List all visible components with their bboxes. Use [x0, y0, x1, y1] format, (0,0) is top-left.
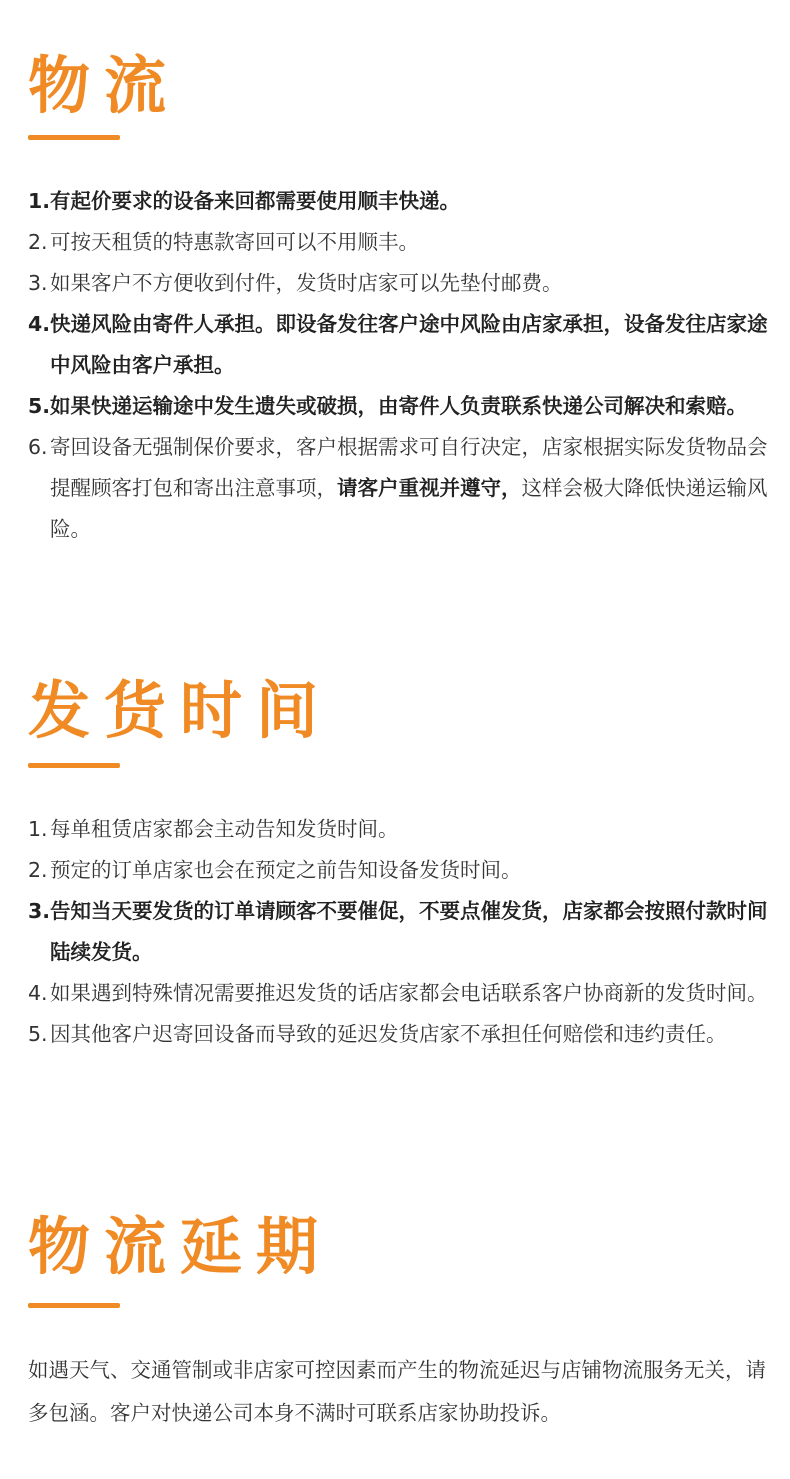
title-underline: [28, 135, 120, 140]
list-item: 2. 可按天租赁的特惠款寄回可以不用顺丰。: [28, 230, 419, 254]
list-item: 3. 如果客户不方便收到付件，发货时店家可以先垫付邮费。: [28, 271, 563, 295]
list-item: 2. 预定的订单店家也会在预定之前告知设备发货时间。: [28, 858, 522, 882]
shipping-time-list: [28, 809, 768, 1055]
logistics-list: [28, 181, 768, 550]
list-item: 3. 告知当天要发货的订单请顾客不要催促，不要点催发货，店家都会按照付款时间陆续发货。: [28, 899, 768, 964]
delay-paragraph: 如遇天气、交通管制或非店家可控因素而产生的物流延迟与店铺物流服务无关，请多包涵。客户对快递公司本身不满时可联系店家协助投诉。: [28, 1358, 766, 1425]
list-item: 1. 有起价要求的设备来回都需要使用顺丰快递。: [28, 189, 460, 213]
section-title-shipping-time: 发货时间: [28, 674, 333, 747]
title-underline: [28, 763, 120, 768]
list-item: 5. 因其他客户迟寄回设备而导致的延迟发货店家不承担任何赔偿和违约责任。: [28, 1022, 727, 1046]
list-item: 4. 快递风险由寄件人承担。即设备发往客户途中风险由店家承担，设备发往店家途中风险由客户承担。: [28, 312, 768, 377]
section-title-logistics: 物流: [28, 49, 181, 122]
list-item: 5. 如果快递运输途中发生遗失或破损，由寄件人负责联系快递公司解决和索赔。: [28, 394, 747, 418]
section-title-delay: 物流延期: [28, 1210, 333, 1283]
list-item: 1. 每单租赁店家都会主动告知发货时间。: [28, 817, 399, 841]
list-item: 6. 寄回设备无强制保价要求，客户根据需求可自行决定，店家根据实际发货物品会提醒顾客打包和寄出注意事项，请客户重视并遵守，这样会极大降低快递运输风险。: [28, 435, 768, 541]
list-item: 4. 如果遇到特殊情况需要推迟发货的话店家都会电话联系客户协商新的发货时间。: [28, 981, 768, 1005]
emphasis-text: 请客户重视并遵守，: [337, 476, 522, 500]
title-underline: [28, 1303, 120, 1308]
